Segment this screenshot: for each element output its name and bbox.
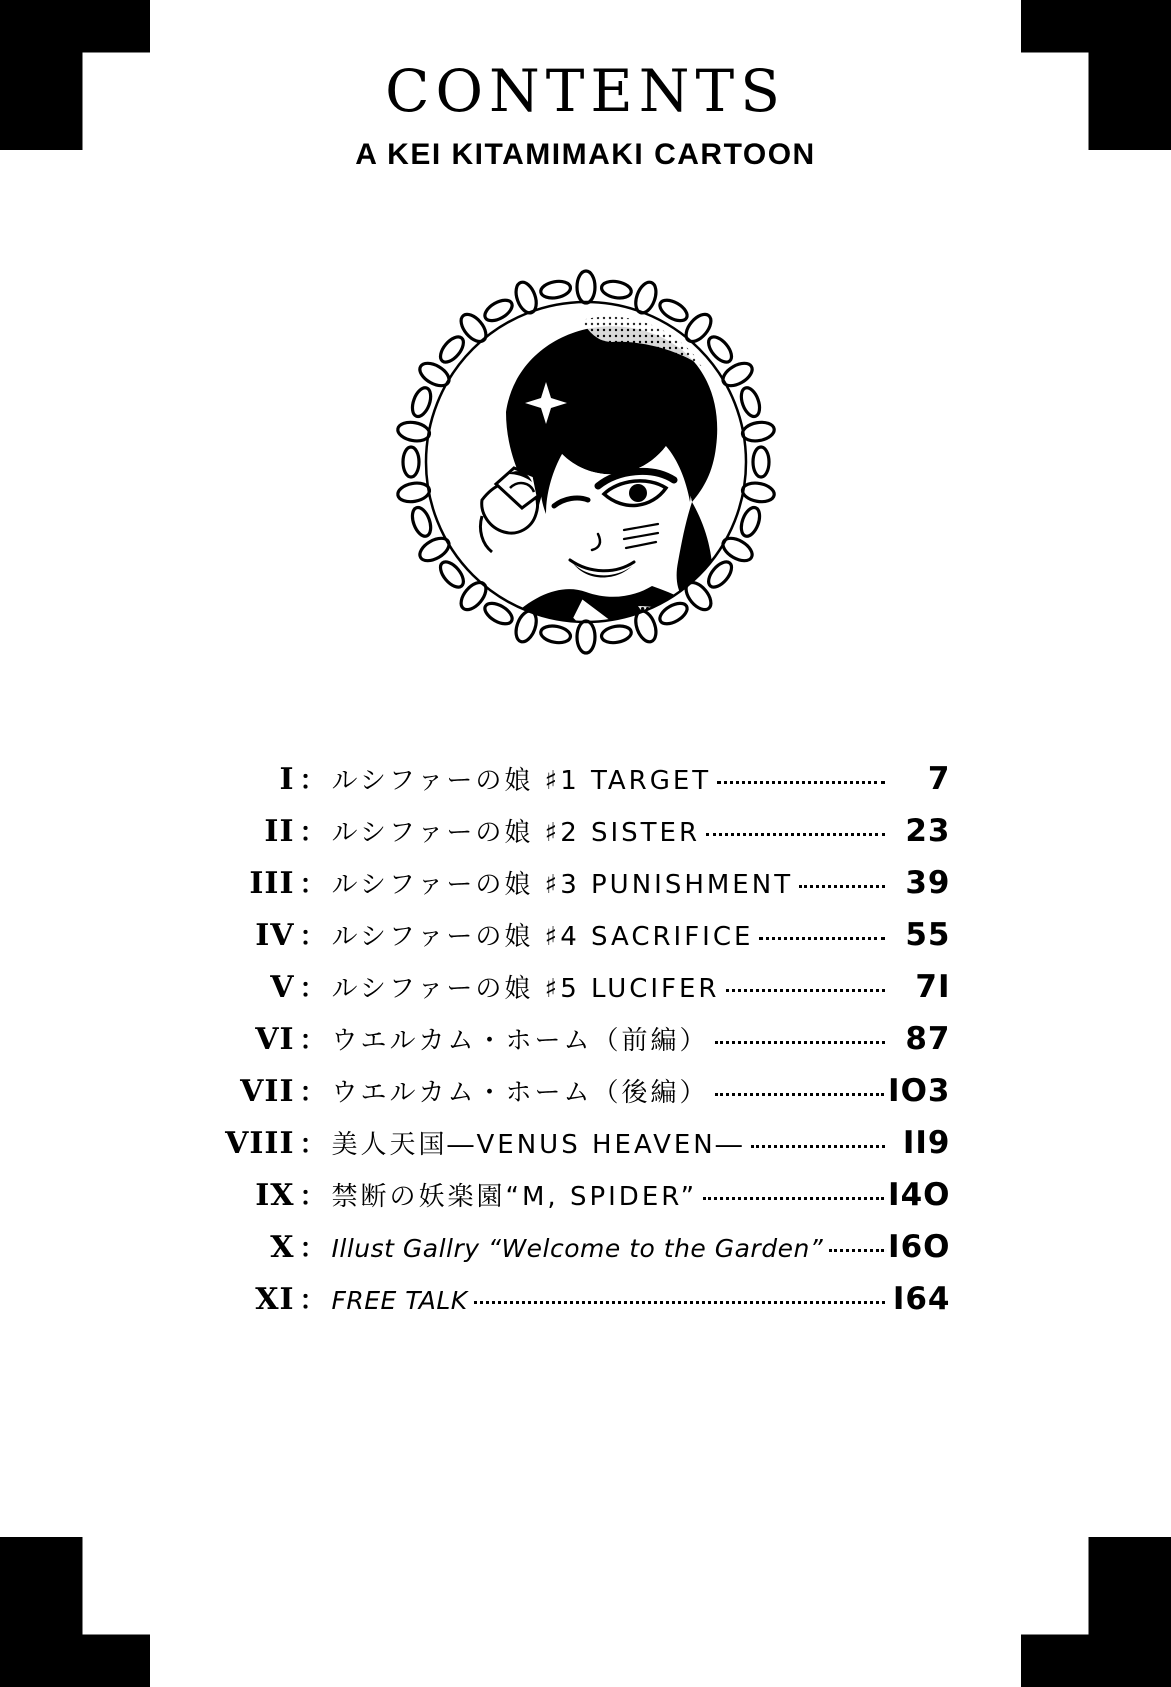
toc-row[interactable] <box>221 916 951 968</box>
toc-chapter-number: VI <box>255 1022 295 1057</box>
toc-row[interactable] <box>221 864 951 916</box>
toc-leader-dots <box>715 1041 885 1044</box>
toc-leader-dots <box>717 781 884 784</box>
toc-leader-dots <box>715 1093 885 1096</box>
toc-separator: ： <box>299 921 326 951</box>
toc-separator: ： <box>299 1181 326 1211</box>
toc-chapter-number: IX <box>255 1178 295 1213</box>
toc-row[interactable] <box>221 1124 951 1176</box>
toc-leader-dots <box>703 1197 884 1200</box>
toc-separator: ： <box>299 817 326 847</box>
toc-page-number: I64 <box>892 1281 951 1317</box>
toc-separator: ： <box>299 1233 326 1263</box>
page-header <box>0 57 1171 172</box>
toc-leader-dots <box>474 1301 885 1304</box>
toc-chapter-title: ウエルカム・ホーム（後編） <box>331 1078 709 1108</box>
toc-chapter-number: XI <box>255 1282 295 1317</box>
toc-separator: ： <box>299 765 326 795</box>
table-of-contents <box>0 760 1171 1332</box>
toc-chapter-title: ルシファーの娘 ♯1 TARGET <box>331 766 712 796</box>
toc-chapter-title: ルシファーの娘 ♯2 SISTER <box>331 818 701 848</box>
toc-page-number: I6O <box>888 1229 951 1265</box>
register-mark-bottom-right <box>1021 1537 1171 1687</box>
toc-chapter-title: ウエルカム・ホーム（前編） <box>331 1026 709 1056</box>
page-title: CONTENTS <box>385 57 786 125</box>
toc-chapter-number: VII <box>240 1074 295 1109</box>
toc-leader-dots <box>706 833 884 836</box>
toc-chapter-title: 美人天国―VENUS HEAVEN― <box>331 1130 745 1160</box>
toc-separator: ： <box>299 1025 326 1055</box>
page-subtitle: A KEI KITAMIMAKI CARTOON <box>355 138 816 171</box>
toc-separator: ： <box>299 1077 326 1107</box>
toc-leader-dots <box>799 885 884 888</box>
toc-page-number: IO3 <box>888 1073 951 1109</box>
toc-separator: ： <box>299 973 326 1003</box>
toc-row[interactable] <box>221 1228 951 1280</box>
toc-page-number: 7I <box>915 969 951 1005</box>
toc-row[interactable] <box>221 968 951 1020</box>
chain-framed-portrait-illustration <box>386 262 786 662</box>
toc-chapter-number: I <box>279 762 295 797</box>
toc-separator: ： <box>299 1129 326 1159</box>
toc-chapter-number: III <box>249 866 295 901</box>
toc-chapter-title: ルシファーの娘 ♯4 SACRIFICE <box>331 922 754 952</box>
toc-row[interactable] <box>221 1280 951 1332</box>
toc-chapter-number: VIII <box>225 1126 295 1161</box>
register-mark-bottom-left <box>0 1537 150 1687</box>
toc-row[interactable] <box>221 760 951 812</box>
toc-separator: ： <box>299 869 326 899</box>
toc-page-number: 55 <box>905 917 951 953</box>
toc-chapter-title: ルシファーの娘 ♯3 PUNISHMENT <box>331 870 794 900</box>
toc-chapter-title: 禁断の妖楽園“M, SPIDER” <box>331 1182 698 1212</box>
toc-page-number: 87 <box>905 1021 951 1057</box>
toc-page-number: I4O <box>888 1177 951 1213</box>
toc-chapter-title: ルシファーの娘 ♯5 LUCIFER <box>331 974 720 1004</box>
toc-row[interactable] <box>221 1020 951 1072</box>
toc-chapter-title: Illust Gallry “Welcome to the Garden” <box>331 1234 824 1263</box>
toc-page-number: 23 <box>905 813 951 849</box>
toc-page-number: 7 <box>927 761 951 797</box>
toc-leader-dots <box>829 1249 884 1252</box>
toc-chapter-title: FREE TALK <box>331 1286 468 1315</box>
toc-row[interactable] <box>221 1072 951 1124</box>
toc-chapter-number: IV <box>255 918 295 953</box>
toc-row[interactable] <box>221 812 951 864</box>
toc-leader-dots <box>726 989 885 992</box>
toc-separator: ： <box>299 1285 326 1315</box>
toc-leader-dots <box>759 937 884 940</box>
toc-chapter-number: X <box>270 1230 295 1265</box>
toc-row[interactable] <box>221 1176 951 1228</box>
toc-chapter-number: V <box>270 970 295 1005</box>
toc-page-number: II9 <box>902 1125 951 1161</box>
toc-page-number: 39 <box>905 865 951 901</box>
toc-chapter-number: II <box>264 814 295 849</box>
toc-leader-dots <box>751 1145 885 1148</box>
